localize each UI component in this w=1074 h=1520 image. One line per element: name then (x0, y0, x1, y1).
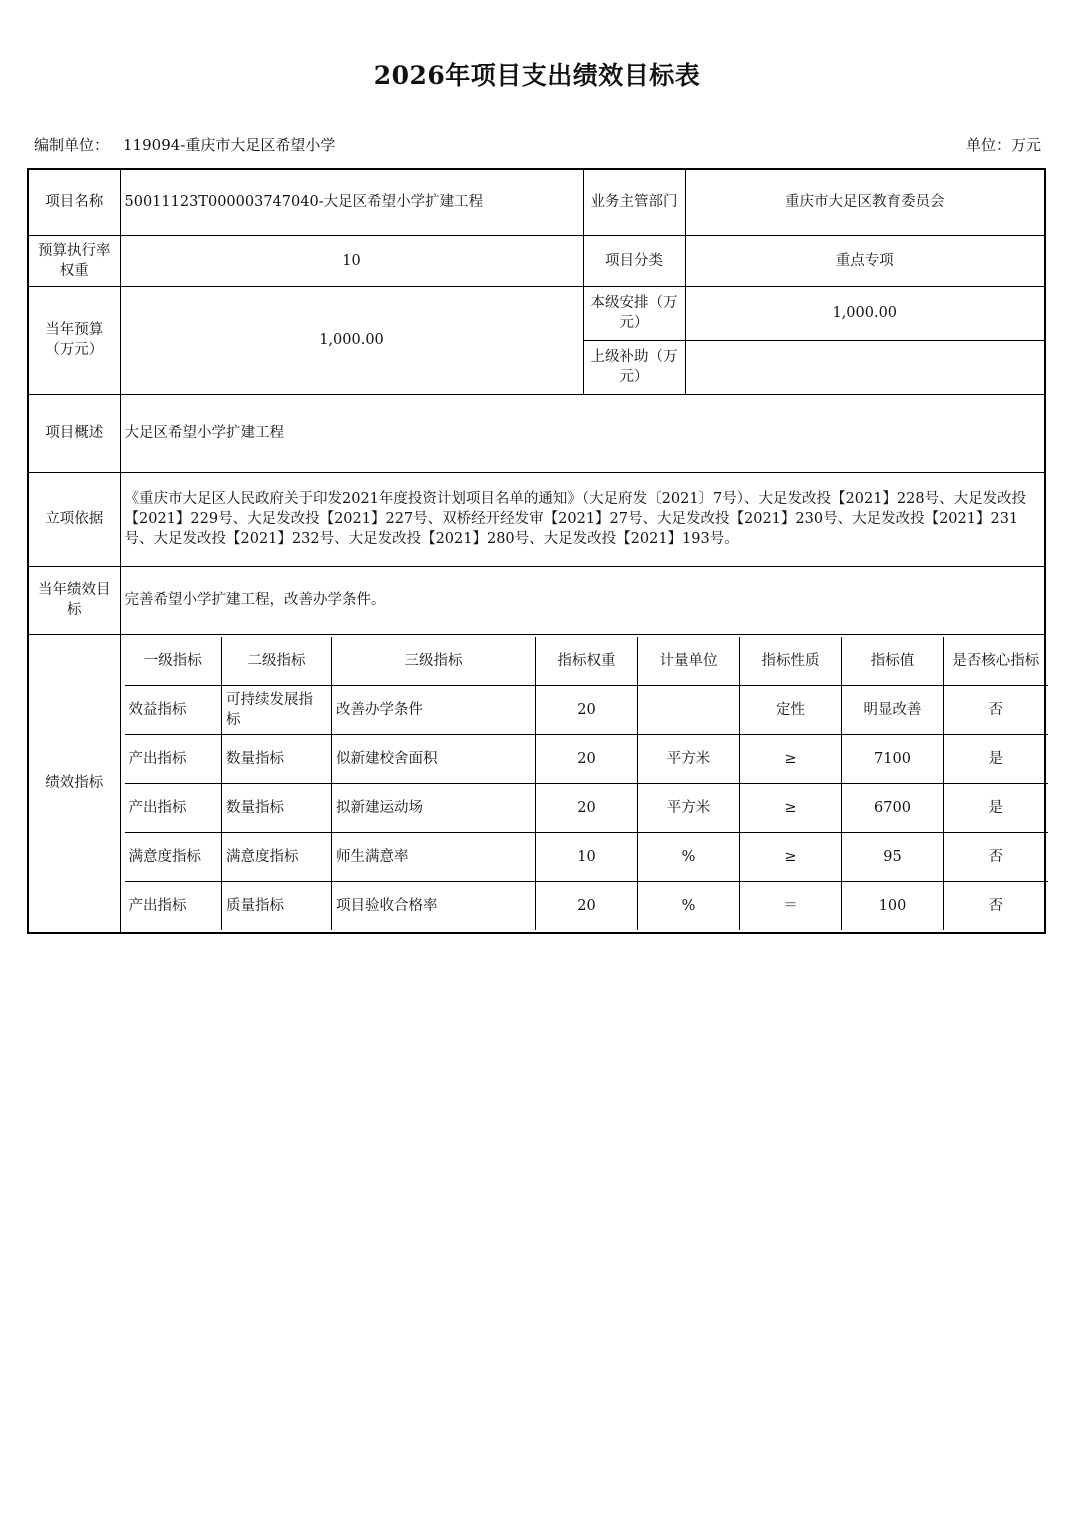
local-label: 本级安排（万元） (583, 286, 685, 340)
cell-weight: 20 (536, 783, 638, 832)
cell-value: 100 (842, 881, 944, 930)
cell-level1: 产出指标 (125, 734, 222, 783)
currency-unit: 单位：万元 (965, 136, 1041, 154)
table-row (125, 685, 1048, 734)
cell-core: 是 (944, 734, 1048, 783)
cell-unit: 平方米 (638, 734, 740, 783)
budget-value: 1,000.00 (120, 286, 583, 394)
exec-rate-value: 10 (120, 235, 583, 286)
table-row (125, 832, 1048, 881)
cell-level2: 数量指标 (222, 734, 332, 783)
budget-label: 当年预算（万元） (28, 286, 120, 394)
cell-weight: 20 (536, 734, 638, 783)
cell-level3: 项目验收合格率 (332, 881, 536, 930)
upper-value (685, 340, 1045, 394)
perf-label: 绩效指标 (28, 634, 120, 933)
indicator-container (120, 634, 1045, 933)
project-name-value: 50011123T000003747040-大足区希望小学扩建工程 (120, 169, 583, 235)
goal-value: 完善希望小学扩建工程，改善办学条件。 (120, 566, 1045, 634)
cell-level1: 满意度指标 (125, 832, 222, 881)
cell-level1: 效益指标 (125, 685, 222, 734)
upper-label: 上级补助（万元） (583, 340, 685, 394)
cell-value: 6700 (842, 783, 944, 832)
cell-value: 明显改善 (842, 685, 944, 734)
cell-unit: % (638, 881, 740, 930)
cell-unit (638, 685, 740, 734)
cell-weight: 10 (536, 832, 638, 881)
cell-level2: 可持续发展指标 (222, 685, 332, 734)
cell-unit: 平方米 (638, 783, 740, 832)
cell-level3: 改善办学条件 (332, 685, 536, 734)
cell-nature: ＝ (740, 881, 842, 930)
goal-label: 当年绩效目标 (28, 566, 120, 634)
category-value: 重点专项 (685, 235, 1045, 286)
cell-core: 否 (944, 881, 1048, 930)
indicator-header-row (125, 637, 1048, 686)
compiling-unit-label: 编制单位： (34, 136, 110, 154)
header-unit: 计量单位 (638, 637, 740, 686)
compiling-unit (34, 134, 335, 155)
indicator-table (125, 637, 1048, 930)
cell-value: 7100 (842, 734, 944, 783)
project-name-label: 项目名称 (28, 169, 120, 235)
summary-label: 项目概述 (28, 394, 120, 472)
cell-core: 否 (944, 685, 1048, 734)
basis-value: 《重庆市大足区人民政府关于印发2021年度投资计划项目名单的通知》（大足府发〔2021〕7号）、大足发改投【2021】228号、大足发改投【2021】229号、大足发改投【2021】227号、双桥经开经发审【2021】27号、大足发改投【2021】230号、大足发改投【2021】231号、大足发改投【2021】232号、大足发改投【2021】280号、大足发改投【2021】193号。 (120, 472, 1045, 566)
header-nature: 指标性质 (740, 637, 842, 686)
table-row (125, 881, 1048, 930)
dept-value: 重庆市大足区教育委员会 (685, 169, 1045, 235)
cell-value: 95 (842, 832, 944, 881)
cell-level3: 师生满意率 (332, 832, 536, 881)
local-value: 1,000.00 (685, 286, 1045, 340)
header-core: 是否核心指标 (944, 637, 1048, 686)
basis-label: 立项依据 (28, 472, 120, 566)
cell-level3: 似新建校舍面积 (332, 734, 536, 783)
cell-nature: ≥ (740, 832, 842, 881)
cell-nature: ≥ (740, 734, 842, 783)
cell-level1: 产出指标 (125, 783, 222, 832)
summary-value: 大足区希望小学扩建工程 (120, 394, 1045, 472)
cell-nature: ≥ (740, 783, 842, 832)
header-level3: 三级指标 (332, 637, 536, 686)
cell-core: 是 (944, 783, 1048, 832)
cell-core: 否 (944, 832, 1048, 881)
cell-level2: 满意度指标 (222, 832, 332, 881)
category-label: 项目分类 (583, 235, 685, 286)
header-weight: 指标权重 (536, 637, 638, 686)
exec-rate-label: 预算执行率权重 (28, 235, 120, 286)
cell-weight: 20 (536, 881, 638, 930)
page-title: 2026年项目支出绩效目标表 (373, 61, 701, 90)
header-value: 指标值 (842, 637, 944, 686)
table-row (125, 734, 1048, 783)
header-level2: 二级指标 (222, 637, 332, 686)
cell-level3: 拟新建运动场 (332, 783, 536, 832)
header-level1: 一级指标 (125, 637, 222, 686)
cell-weight: 20 (536, 685, 638, 734)
compiling-unit-value: 119094-重庆市大足区希望小学 (123, 136, 336, 154)
cell-level2: 质量指标 (222, 881, 332, 930)
dept-label: 业务主管部门 (583, 169, 685, 235)
cell-level2: 数量指标 (222, 783, 332, 832)
cell-level1: 产出指标 (125, 881, 222, 930)
cell-unit: % (638, 832, 740, 881)
cell-nature: 定性 (740, 685, 842, 734)
performance-table (27, 168, 1046, 934)
table-row (125, 783, 1048, 832)
